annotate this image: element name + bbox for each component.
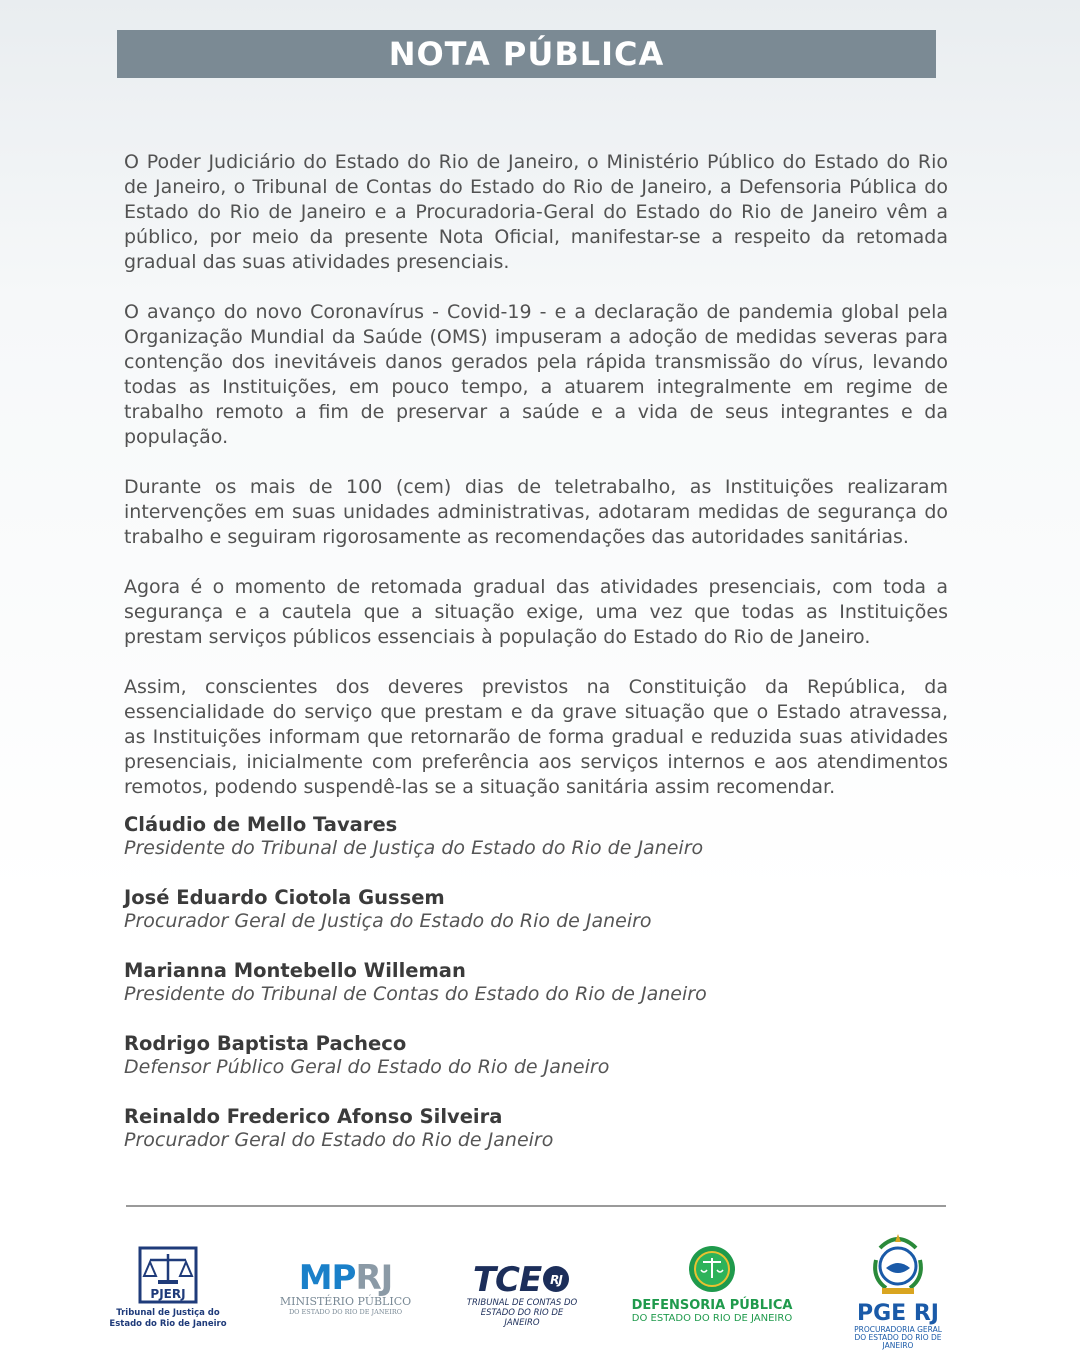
signatory-role: Presidente do Tribunal de Justiça do Estado do Rio de Janeiro — [124, 837, 704, 859]
title-banner — [117, 30, 936, 78]
signatory-name: Rodrigo Baptista Pacheco — [124, 1032, 407, 1055]
signatory-name: José Eduardo Ciotola Gussem — [124, 886, 445, 909]
signature-block — [124, 812, 948, 860]
defensoria-caption-2: DO ESTADO DO RIO DE JANEIRO — [631, 1313, 793, 1324]
pjerj-caption-2: Estado do Rio de Janeiro — [109, 1319, 227, 1329]
paragraph-1: O Poder Judiciário do Estado do Rio de Janeiro, o Ministério Público do Estado do Rio de Janeiro, o Tribunal de Contas do Estado do Rio de Janeiro, a Defensoria Pública do Estado do Rio de Janeiro e a Procuradoria-Geral do Estado do Rio de Janeiro vêm a público, por meio da presente Nota Oficial, manifestar-se a respeito da retomada gradual das suas atividades presenciais. — [124, 151, 948, 273]
tce-mark: TCE — [472, 1260, 542, 1300]
paragraph-4: Agora é o momento de retomada gradual das atividades presenciais, com toda a segurança e a cautela que a situação exige, uma vez que todas as Instituições prestam serviços públicos essenciais à população do Estado do Rio de Janeiro. — [124, 576, 948, 648]
pjerj-mark: PJERJ — [150, 1287, 186, 1301]
defensoria-seal-icon — [687, 1244, 737, 1294]
signatory-role: Procurador Geral do Estado do Rio de Janeiro — [124, 1129, 554, 1151]
mprj-caption-1: MINISTÉRIO PÚBLICO — [279, 1295, 412, 1308]
tce-rj-badge-icon — [541, 1264, 571, 1294]
pjerj-caption-1: Tribunal de Justiça do — [116, 1308, 220, 1318]
mprj-rj: RJ — [355, 1258, 393, 1298]
mprj-caption-2: DO ESTADO DO RIO DE JANEIRO — [288, 1308, 403, 1316]
pge-caption-2: DO ESTADO DO RIO DE JANEIRO — [854, 1333, 942, 1350]
mprj-mp: MP — [298, 1258, 356, 1298]
signature-block — [124, 1031, 948, 1079]
defensoria-logo — [624, 1244, 800, 1325]
tce-logo — [462, 1262, 582, 1328]
signature-block — [124, 885, 948, 933]
scales-of-justice-icon — [138, 1246, 198, 1304]
signatory-name: Marianna Montebello Willeman — [124, 959, 466, 982]
signature-block — [124, 1104, 948, 1152]
page-title: NOTA PÚBLICA — [388, 35, 665, 73]
signatory-name: Reinaldo Frederico Afonso Silveira — [124, 1105, 503, 1128]
rio-coat-of-arms-icon — [866, 1230, 930, 1298]
pge-logo — [846, 1230, 950, 1350]
mprj-wordmark — [278, 1260, 413, 1296]
paragraph-5: Assim, conscientes dos deveres previstos na Constituição da República, da essencialidade do serviço que prestam e da grave situação que o Estado atravessa, as Instituições informam que retornarão de forma gradual e reduzida suas atividades presenciais, inicialmente com preferência aos serviços internos e aos atendimentos remotos, podendo suspendê-las se a situação sanitária assim recomendar. — [124, 676, 948, 798]
paragraph-2: O avanço do novo Coronavírus - Covid-19 - e a declaração de pandemia global pela Organização Mundial da Saúde (OMS) impuseram a adoção de medidas severas para contenção dos inevitáveis danos gerados pela rápida transmissão do vírus, levando todas as Instituições, em pouco tempo, a atuarem integralmente em regime de trabalho remoto a fim de preservar a saúde e a vida de seus integrantes e da população. — [124, 301, 948, 448]
signatory-role: Procurador Geral de Justiça do Estado do Rio de Janeiro — [124, 910, 652, 932]
paragraph-3: Durante os mais de 100 (cem) dias de teletrabalho, as Instituições realizaram intervenções em suas unidades administrativas, adotaram medidas de segurança do trabalho e seguiram rigorosamente as recomendações das autoridades sanitárias. — [124, 476, 948, 548]
tce-wordmark — [462, 1262, 582, 1298]
pge-caption-1: PROCURADORIA GERAL — [854, 1325, 942, 1334]
defensoria-caption-1: DEFENSORIA PÚBLICA — [631, 1298, 793, 1313]
signature-list — [124, 812, 948, 1177]
footer-divider — [126, 1205, 946, 1207]
pjerj-logo — [108, 1246, 228, 1330]
tce-caption-1: TRIBUNAL DE CONTAS DO — [466, 1298, 578, 1308]
tce-caption-2: ESTADO DO RIO DE JANEIRO — [480, 1308, 564, 1328]
note-body — [124, 150, 948, 825]
mprj-logo — [278, 1260, 413, 1317]
signatory-role: Defensor Público Geral do Estado do Rio de Janeiro — [124, 1056, 610, 1078]
pge-wordmark: PGE RJ — [857, 1301, 939, 1326]
signature-block — [124, 958, 948, 1006]
tce-rj: RJ — [550, 1273, 563, 1287]
signatory-name: Cláudio de Mello Tavares — [124, 813, 398, 836]
signatory-role: Presidente do Tribunal de Contas do Estado do Rio de Janeiro — [124, 983, 707, 1005]
